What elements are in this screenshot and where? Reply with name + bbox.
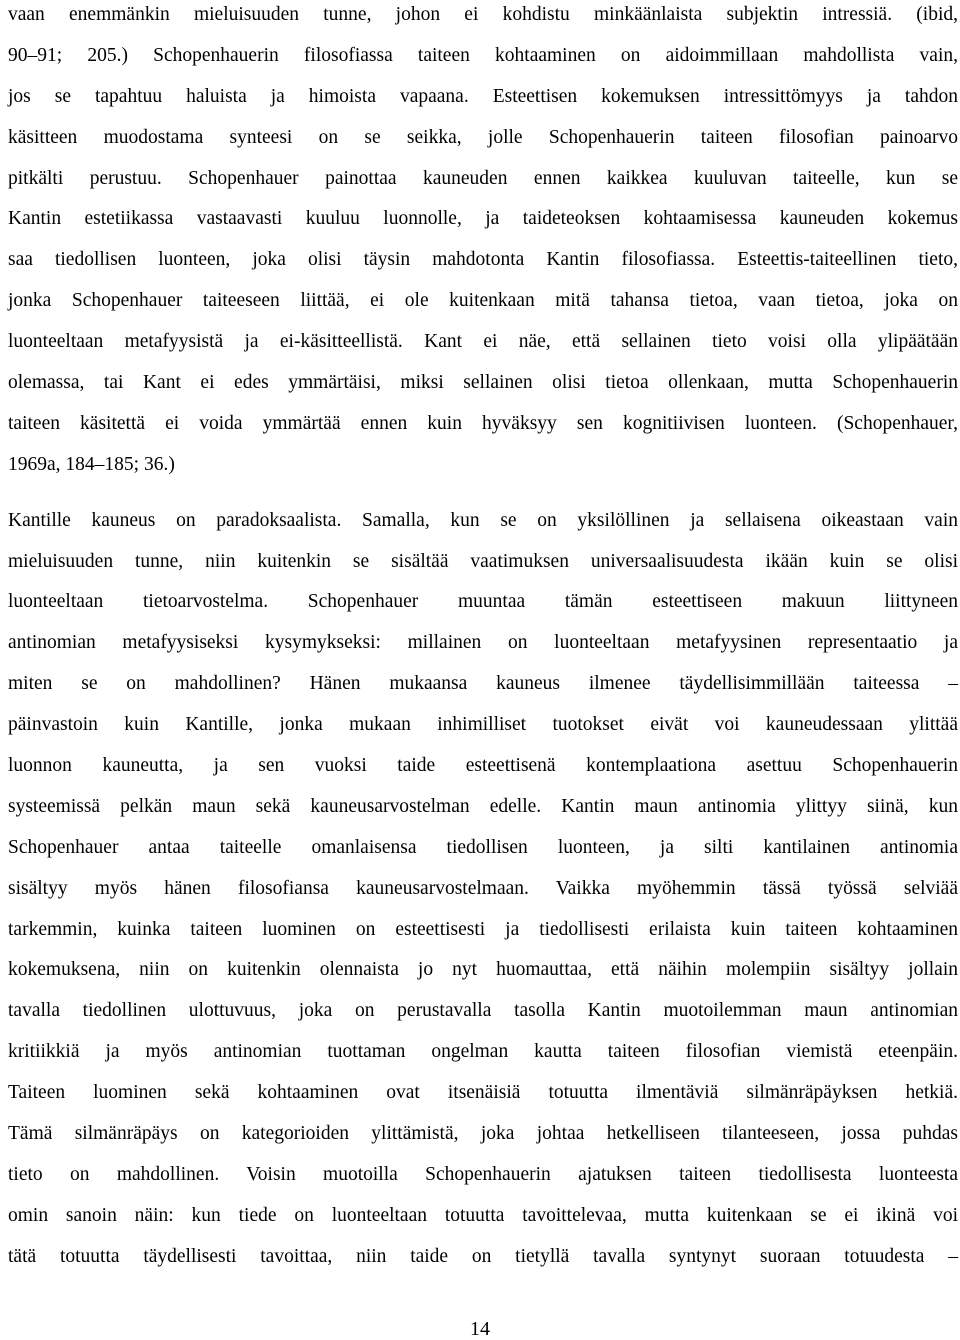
paragraph-line: Taiteen luominen sekä kohtaaminen ovat itsenäisiä totuutta ilmentäviä silmänräpäyksen hetkiä. (8, 1082, 958, 1104)
paragraph-line: 1969a, 184–185; 36.) (8, 453, 175, 475)
paragraph-line: omin sanoin näin: kun tiede on luonteeltaan totuutta tavoittelevaa, mutta kuitenkaan se ei ikinä voi (8, 1204, 958, 1226)
paragraph-2 (8, 501, 958, 1278)
paragraph-line: päinvastoin kuin Kantille, jonka mukaan inhimilliset tuotokset eivät voi kauneudessaan ylittää (8, 714, 958, 736)
paragraph-line: miten se on mahdollinen? Hänen mukaansa kauneus ilmenee täydellisimmillään taiteessa – (8, 673, 958, 695)
paragraph-line: jos se tapahtuu haluista ja himoista vapaana. Esteettisen kokemuksen intressittömyys ja tahdon (8, 85, 958, 107)
paragraph-line: tavalla tiedollinen ulottuvuus, joka on perustavalla tasolla Kantin muotoilemman maun antinomian (8, 1000, 958, 1022)
paragraph-line: kritiikkiä ja myös antinomian tuottaman ongelman kautta taiteen filosofian viemistä eteenpäin. (8, 1041, 958, 1063)
paragraph-line: antinomian metafyysiseksi kysymykseksi: millainen on luonteeltaan metafyysinen representaatio ja (8, 632, 958, 654)
paragraph-line: mieluisuuden tunne, niin kuitenkin se sisältää vaatimuksen universaalisuudesta ikään kuin se olisi (8, 550, 958, 572)
paragraph-spacer (8, 486, 958, 501)
paragraph-line: luonteeltaan metafyysistä ja ei-käsitteellistä. Kant ei näe, että sellainen tieto voisi olla ylipäätään (8, 331, 958, 353)
paragraph-line: käsitteen muodostama synteesi on se seikka, jolle Schopenhauerin taiteen filosofian painoarvo (8, 126, 958, 148)
paragraph-line: pitkälti perustuu. Schopenhauer painottaa kauneuden ennen kaikkea kuuluvan taiteelle, kun se (8, 167, 958, 189)
paragraph-line: Schopenhauer antaa taiteelle omanlaisensa tiedollisen luonteen, ja silti kantilainen antinomia (8, 836, 958, 858)
document-page (8, 0, 958, 1278)
paragraph-line: tieto on mahdollinen. Voisin muotoilla Schopenhauerin ajatuksen taiteen tiedollisesta luonteesta (8, 1163, 958, 1185)
paragraph-line: Tämä silmänräpäys on kategorioiden ylittämistä, joka johtaa hetkelliseen tilanteeseen, jossa puhdas (8, 1123, 958, 1145)
paragraph-line: tätä totuutta täydellisesti tavoittaa, niin taide on tietyllä tavalla syntynyt suoraan totuudesta – (8, 1245, 958, 1267)
page-number: 14 (470, 1318, 490, 1340)
paragraph-line: luonteeltaan tietoarvostelma. Schopenhauer muuntaa tämän esteettiseen makuun liittyneen (8, 591, 958, 613)
paragraph-line: jonka Schopenhauer taiteeseen liittää, ei ole kuitenkaan mitä tahansa tietoa, vaan tietoa, joka on (8, 290, 958, 312)
paragraph-line: Kantin estetiikassa vastaavasti kuuluu luonnolle, ja taideteoksen kohtaamisessa kauneuden kokemus (8, 208, 958, 230)
paragraph-line: olemassa, tai Kant ei edes ymmärtäisi, miksi sellainen olisi tietoa ollenkaan, mutta Schopenhauerin (8, 372, 958, 394)
paragraph-line: taiteen käsitettä ei voida ymmärtää ennen kuin hyväksyy sen kognitiivisen luonteen. (Schopenhauer, (8, 412, 958, 434)
paragraph-line: saa tiedollisen luonteen, joka olisi täysin mahdotonta Kantin filosofiassa. Esteettis-taiteellinen tieto, (8, 249, 958, 271)
paragraph-line: kokemuksena, niin on kuitenkin olennaista jo nyt huomauttaa, että näihin molempiin sisältyy jollain (8, 959, 958, 981)
paragraph-line: tarkemmin, kuinka taiteen luominen on esteettisesti ja tiedollisesti erilaista kuin taiteen kohtaaminen (8, 918, 958, 940)
paragraph-line: systeemissä pelkän maun sekä kauneusarvostelman edelle. Kantin maun antinomia ylittyy siinä, kun (8, 795, 958, 817)
paragraph-line: 90–91; 205.) Schopenhauerin filosofiassa taiteen kohtaaminen on aidoimmillaan mahdollista vain, (8, 44, 958, 66)
paragraph-1 (8, 0, 958, 486)
paragraph-line: luonnon kauneutta, ja sen vuoksi taide esteettisenä kontemplaationa asettuu Schopenhauerin (8, 755, 958, 777)
paragraph-line: Kantille kauneus on paradoksaalista. Samalla, kun se on yksilöllinen ja sellaisena oikeastaan vain (8, 509, 958, 531)
paragraph-line: sisältyy myös hänen filosofiansa kauneusarvostelmaan. Vaikka myöhemmin tässä työssä selviää (8, 877, 958, 899)
paragraph-line: vaan enemmänkin mieluisuuden tunne, johon ei kohdistu minkäänlaista subjektin intressiä. (ibid, (8, 4, 958, 25)
